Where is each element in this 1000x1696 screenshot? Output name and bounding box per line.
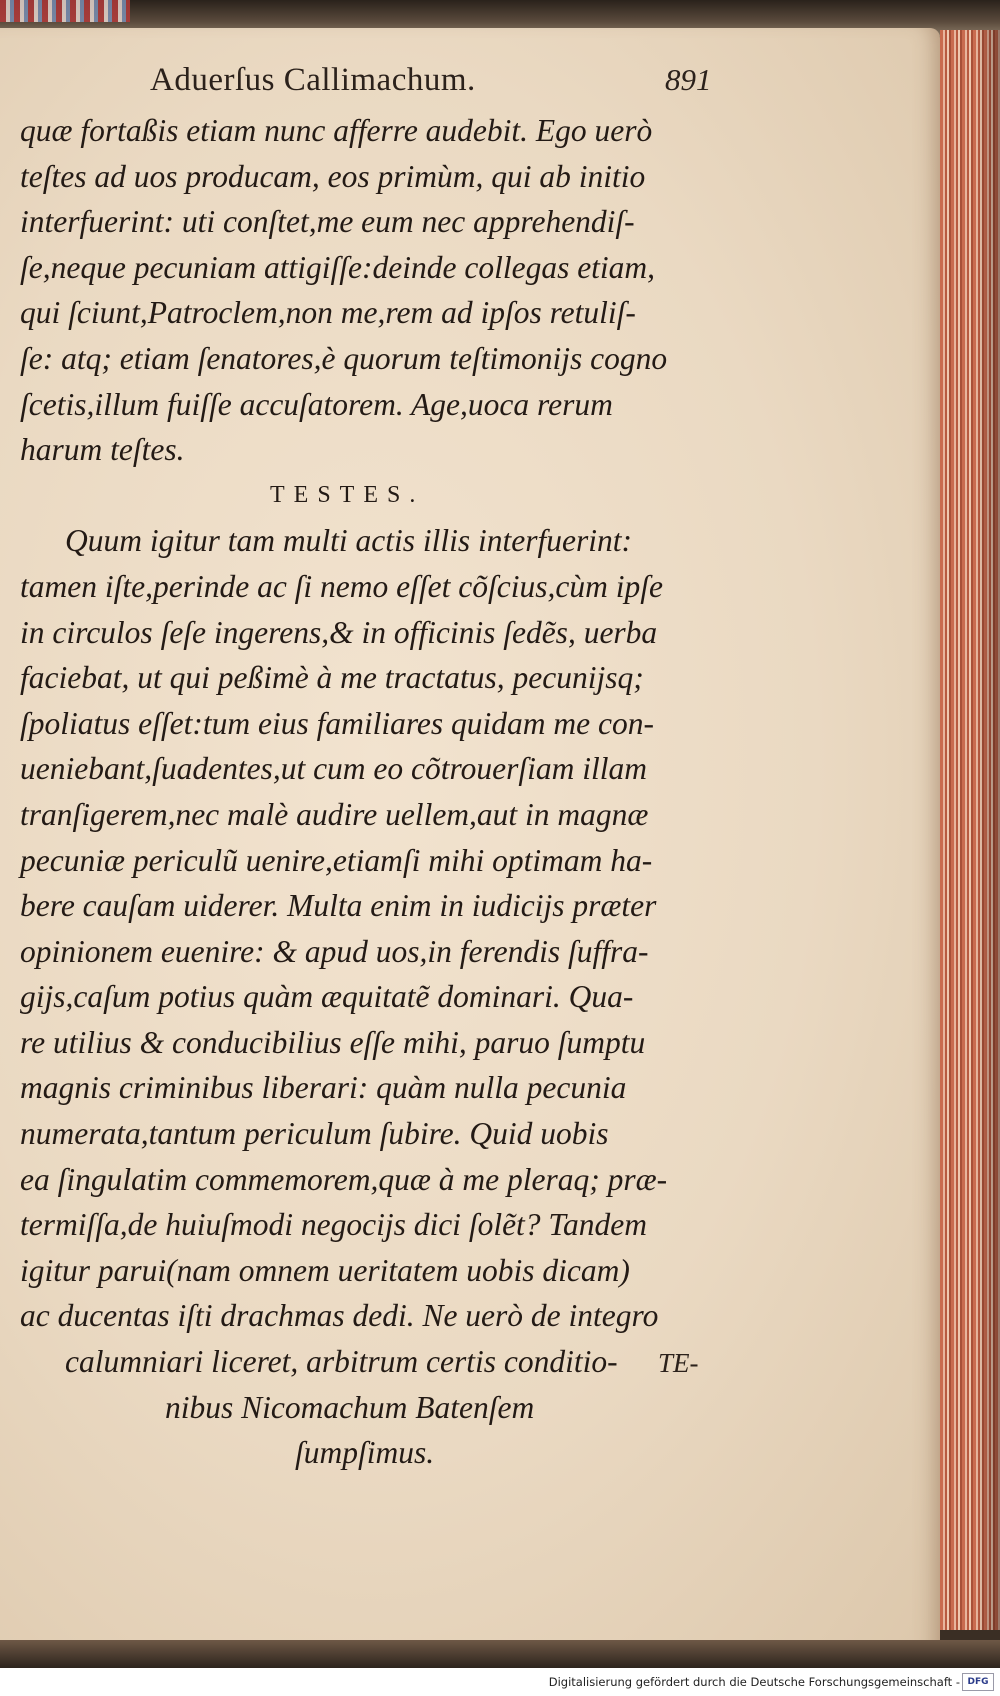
text-line: tamen iſte,perinde ac ſi nemo eſſet cõſcius,cùm ipſe [20,568,663,604]
text-line: interfuerint: uti conſtet,me eum nec apprehendiſ- [20,204,635,240]
section-heading-testes: TESTES. [270,481,425,508]
text-line: ſumpſimus. [295,1435,435,1471]
page-fore-edges [940,30,1000,1630]
text-line: igitur parui(nam omnem ueritatem uobis dicam) [20,1252,630,1288]
text-line: ſe,neque pecuniam attigiſſe:deinde collegas etiam, [20,249,656,285]
running-head: Aduerſus Callimachum. [150,62,476,98]
text-line: bere cauſam uiderer. Multa enim in iudicijs præter [20,888,657,924]
text-line: numerata,tantum periculum ſubire. Quid uobis [20,1116,609,1152]
catchword: TE- [658,1348,699,1378]
text-line: ea ſingulatim commemorem,quæ à me pleraq; præ- [20,1161,668,1197]
body-text [20,108,725,1476]
text-line: Quum igitur tam multi actis illis interfuerint: [65,523,632,559]
page-bottom-shadow [0,1640,1000,1668]
text-line: ſcetis,illum fuiſſe accuſatorem. Age,uoca rerum [20,386,613,422]
page-number: 891 [665,62,712,97]
text-line: termiſſa,de huiuſmodi negocijs dici ſolẽt? Tandem [20,1207,648,1243]
text-line: gijs,caſum potius quàm æquitatẽ dominari. Qua- [20,979,634,1015]
text-line: re utilius & conducibilius eſſe mihi, paruo ſumptu [20,1024,646,1060]
digitization-credit: Digitalisierung gefördert durch die Deutsche Forschungsgemeinschaft - [548,1675,960,1689]
text-line: ac ducentas iſti drachmas dedi. Ne uerò de integro [20,1298,659,1334]
text-line: pecuniæ periculũ uenire,etiamſi mihi optimam ha- [20,842,653,878]
text-line: teſtes ad uos producam, eos primùm, qui ab initio [20,158,646,194]
text-line: opinionem euenire: & apud uos,in ferendis ſuffra- [20,933,649,969]
text-line: harum teſtes. [20,432,185,468]
text-line: nibus Nicomachum Batenſem [165,1389,535,1425]
text-line: ueniebant,ſuadentes,ut cum eo cõtrouerſiam illam [20,751,647,787]
text-line: ſpoliatus eſſet:tum eius familiares quidam me con- [20,705,654,741]
text-line: in circulos ſeſe ingerens,& in officinis ſedẽs, uerba [20,614,658,650]
bookmark-ribbon [0,0,130,22]
text-line: quæ fortaßis etiam nunc afferre audebit. Ego uerò [20,113,653,148]
dfg-logo: DFG [962,1673,994,1691]
text-line: calumniari liceret, arbitrum certis conditio- [65,1344,618,1380]
text-line: faciebat, ut qui peßimè à me tractatus, pecunijsq; [20,660,644,696]
text-line: ſe: atq; etiam ſenatores,è quorum teſtimonijs cogno [20,340,668,376]
text-line: tranſigerem,nec malè audire uellem,aut in magnæ [20,796,649,832]
text-line: magnis criminibus liberari: quàm nulla pecunia [20,1070,627,1106]
text-line: qui ſciunt,Patroclem,non me,rem ad ipſos retuliſ- [20,295,636,331]
